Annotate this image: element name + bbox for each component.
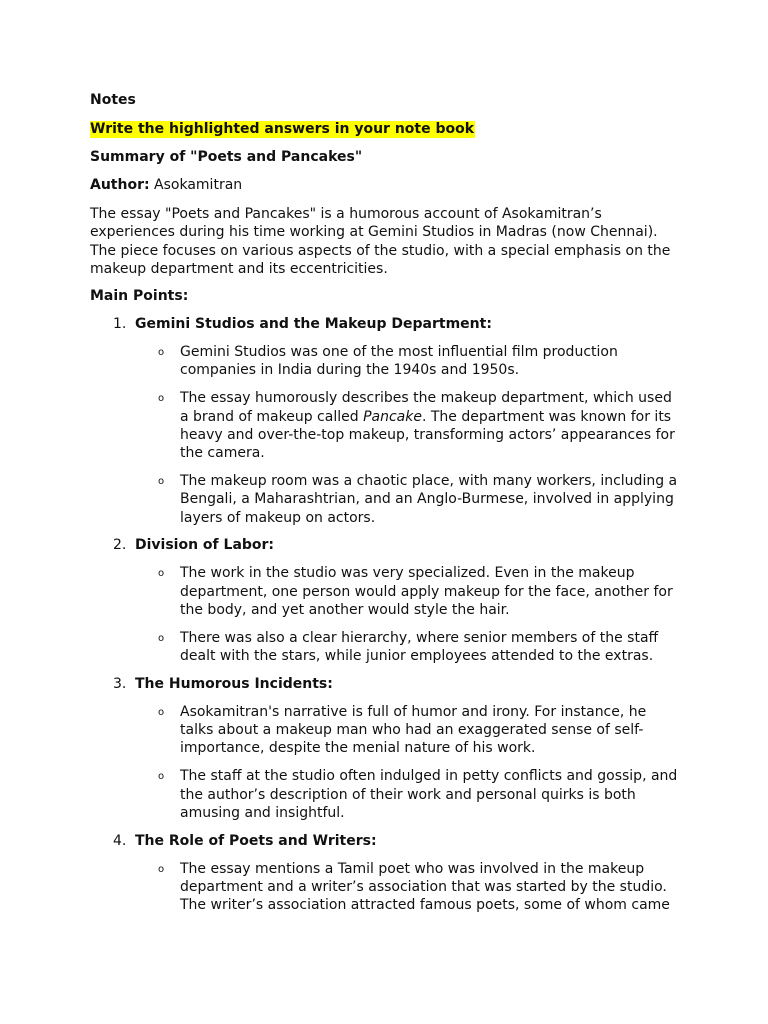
section-3 [90,675,680,822]
circle-bullet-icon: o [158,706,165,718]
document-page [90,91,680,924]
circle-bullet-icon: o [158,568,165,580]
highlighted-instruction: Write the highlighted answers in your note book [90,121,475,137]
circle-bullet-icon: o [158,632,165,644]
point-text: The essay humorously describes the makeup department, which used a brand of makeup called [180,390,672,425]
list-item [90,343,680,380]
main-points-list [90,315,680,914]
circle-bullet-icon: o [158,475,165,487]
circle-bullet-icon: o [158,347,165,359]
point-text: The essay mentions a Tamil poet who was involved in the makeup department and a writer’s association that was started by the studio. The writer’s association attracted famous poets, some of whom came [180,860,670,914]
author-name: Asokamitran [149,177,243,193]
list-item [90,703,680,758]
section-title: Gemini Studios and the Makeup Department: [135,316,492,333]
highlighted-instruction-line [90,120,680,139]
main-points-heading: Main Points: [90,288,189,305]
point-text: . The department was known for its heavy and over-the-top makeup, transforming actors’ appearances for the camera. [180,408,675,462]
author-line [90,176,680,195]
list-item [90,629,680,666]
point-text: The makeup room was a chaotic place, with many workers, including a Bengali, a Maharashtrian, and an Anglo-Burmese, involved in applying layers of makeup on actors. [180,472,678,526]
section-heading [90,536,680,555]
circle-bullet-icon: o [158,863,165,875]
section-heading [90,832,680,851]
section-number: 3. [113,675,127,692]
list-item [90,767,680,822]
section-points [90,564,680,665]
section-title: The Role of Poets and Writers: [135,832,377,849]
author-label: Author: [90,177,150,193]
summary-title: Summary of "Poets and Pancakes" [90,149,363,165]
point-text: The work in the studio was very specialized. Even in the makeup department, one person would apply makeup for the face, another for the body, and yet another would style the hair. [180,565,673,618]
point-text: There was also a clear hierarchy, where senior members of the staff dealt with the stars, while junior employees attended to the extras. [180,629,659,665]
notes-heading: Notes [90,92,136,108]
section-points [90,860,680,915]
section-number: 4. [113,832,127,849]
circle-bullet-icon: o [158,771,165,783]
section-number: 2. [113,537,127,554]
section-heading [90,315,680,334]
section-title: Division of Labor: [135,537,275,554]
point-text: Gemini Studios was one of the most influential film production companies in India during the 1940s and 1950s. [180,344,618,379]
point-text: Asokamitran's narrative is full of humor and irony. For instance, he talks about a makeup man who had an exaggerated sense of self-importance, despite the menial nature of his work. [180,703,647,757]
point-text: The staff at the studio often indulged in petty conflicts and gossip, and the author’s description of their work and personal quirks is both amusing and insightful. [180,768,678,821]
list-item [90,860,680,915]
intro-paragraph: The essay "Poets and Pancakes" is a humorous account of Asokamitran’s experiences during his time working at Gemini Studios in Madras (now Chennai). The piece focuses on various aspects of the studio, with a special emphasis on the makeup department and its eccentricities. [90,206,671,277]
emphasized-text: Pancake [363,408,422,425]
section-points [90,703,680,822]
section-heading [90,675,680,694]
section-title: The Humorous Incidents: [135,675,333,692]
section-1 [90,315,680,527]
section-points [90,343,680,527]
list-item [90,564,680,619]
section-4 [90,832,680,915]
list-item [90,472,680,527]
circle-bullet-icon: o [158,393,165,405]
list-item [90,389,680,462]
section-number: 1. [113,316,127,333]
section-2 [90,536,680,665]
